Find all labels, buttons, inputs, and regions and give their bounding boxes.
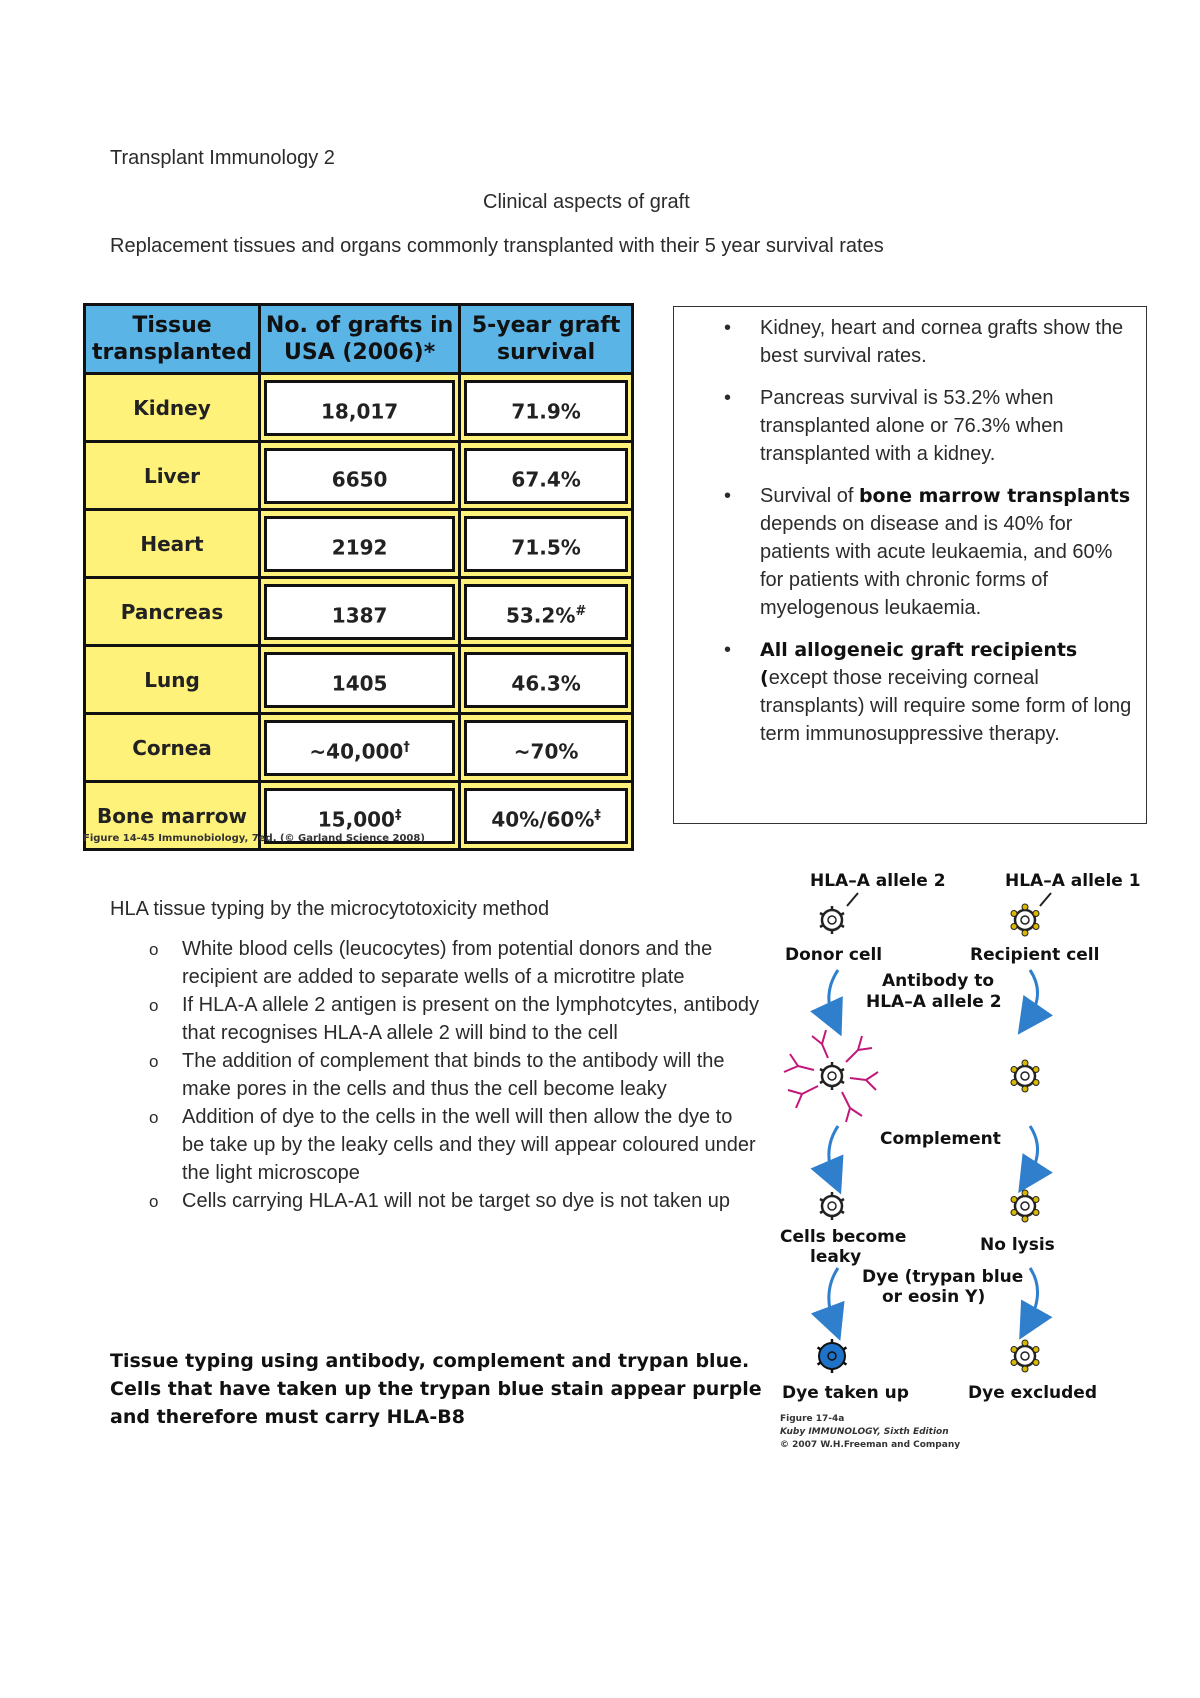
- column-header: Tissue transplanted: [85, 305, 260, 374]
- column-header: 5-year graft survival: [460, 305, 633, 374]
- table-header-row: [85, 305, 633, 374]
- survival-cell: [460, 374, 633, 442]
- bullet-icon: •: [724, 485, 732, 507]
- arrow-step2-donor: [829, 1126, 838, 1178]
- bullet-icon: •: [724, 317, 732, 339]
- grafts-box: [264, 380, 455, 436]
- hla-step-text: The addition of complement that binds to the antibody will the make pores in the cells and thus the cell become leaky: [182, 1050, 725, 1100]
- notes-list: [674, 314, 1146, 748]
- hla-step-text: Addition of dye to the cells in the well will then allow the dye to be take up by the leaky cells and they will appear coloured under the light microscope: [182, 1106, 756, 1184]
- dye-taken-cell-icon: [818, 1339, 847, 1373]
- grafts-cell: [260, 646, 460, 714]
- diagram-caption-line1: Figure 17-4a: [780, 1414, 845, 1424]
- note-text: bone marrow transplants: [858, 485, 1131, 507]
- table-row: [85, 714, 633, 782]
- note-text: All allogeneic graft recipients (: [760, 639, 1078, 689]
- grafts-value: ~40,000: [309, 739, 404, 764]
- grafts-cell: [260, 578, 460, 646]
- grafts-box: [264, 448, 455, 504]
- tissue-cell: [85, 578, 260, 646]
- donor-cell-icon: [820, 893, 858, 934]
- document-subtitle: Clinical aspects of graft: [483, 191, 690, 213]
- note-text: depends on disease and is 40% for patients with acute leukaemia, and 60% for patients with chronic forms of myelogenous leukaemia.: [760, 513, 1113, 619]
- donor-cell-label: Donor cell: [785, 945, 883, 965]
- antibody-label-line2: HLA–A allele 2: [866, 992, 1002, 1012]
- grafts-footnote-mark: ‡: [394, 807, 402, 823]
- antibody-bound-cell-icon: [784, 1030, 878, 1122]
- table-row: [85, 578, 633, 646]
- tissue-cell: [85, 510, 260, 578]
- tissue-cell: [85, 714, 260, 782]
- document-title: Transplant Immunology 2: [110, 147, 335, 169]
- note-item: [674, 636, 1132, 748]
- survival-value: 71.5%: [511, 535, 581, 560]
- circle-bullet-icon: o: [149, 1052, 159, 1071]
- grafts-value: 6650: [331, 467, 388, 492]
- recipient-cell-label: Recipient cell: [970, 945, 1100, 965]
- recipient-cell-step3-icon: [1011, 1190, 1039, 1222]
- grafts-value: 15,000: [317, 807, 395, 832]
- tissue-name: Liver: [143, 463, 201, 488]
- tissue-typing-conclusion: Tissue typing using antibody, complement and trypan blue. Cells that have taken up the trypan blue stain appear purple and therefore must carry HLA-B8: [110, 1350, 762, 1428]
- bullet-icon: •: [724, 639, 732, 661]
- column-header: No. of grafts in USA (2006)*: [260, 305, 460, 374]
- bullet-icon: •: [724, 387, 732, 409]
- hla-step-text: If HLA-A allele 2 antigen is present on the lymphotcytes, antibody that recognises HLA-A allele 2 will bind to the cell: [182, 994, 760, 1044]
- survival-box: [464, 516, 628, 572]
- survival-value: 67.4%: [511, 467, 581, 492]
- tissue-cell: [85, 374, 260, 442]
- leaky-label-line1: Cells become: [780, 1227, 907, 1247]
- survival-cell: [460, 782, 633, 850]
- survival-cell: [460, 442, 633, 510]
- dye-taken-label: Dye taken up: [782, 1383, 909, 1403]
- dye-label-line1: Dye (trypan blue: [862, 1267, 1024, 1287]
- survival-box: [464, 652, 628, 708]
- no-lysis-label: No lysis: [980, 1235, 1055, 1255]
- grafts-box: [264, 652, 455, 708]
- hla-step-text: White blood cells (leucocytes) from potential donors and the recipient are added to separate wells of a microtitre plate: [182, 938, 713, 988]
- survival-box: [464, 380, 628, 436]
- survival-cell: [460, 578, 633, 646]
- table-caption: Figure 14-45 Immunobiology, 7ed. (© Garland Science 2008): [83, 833, 425, 844]
- graft-survival-table: [83, 303, 634, 851]
- note-item: [674, 482, 1132, 622]
- survival-footnote-mark: #: [575, 603, 587, 619]
- tissue-name: Heart: [140, 531, 204, 556]
- note-item: [674, 384, 1132, 468]
- survival-box: [464, 788, 628, 844]
- survival-box: [464, 720, 628, 776]
- recipient-cell-step2-icon: [1011, 1060, 1039, 1092]
- survival-value: 40%/60%: [491, 807, 595, 832]
- survival-cell: [460, 714, 633, 782]
- circle-bullet-icon: o: [149, 1192, 159, 1211]
- note-text: Kidney, heart and cornea grafts show the best survival rates.: [760, 317, 1124, 367]
- note-item: [674, 314, 1132, 370]
- survival-value: 46.3%: [511, 671, 581, 696]
- grafts-footnote-mark: †: [403, 739, 410, 755]
- table-row: [85, 510, 633, 578]
- hla-step-item: [139, 1103, 759, 1187]
- diagram-caption-line2: Kuby IMMUNOLOGY, Sixth Edition: [780, 1427, 949, 1437]
- tissue-name: Pancreas: [120, 599, 224, 624]
- survival-value: 53.2%: [505, 603, 576, 628]
- grafts-cell: [260, 374, 460, 442]
- tissue-name: Kidney: [133, 395, 211, 420]
- note-text: Survival of: [760, 485, 859, 507]
- hla-step-text: Cells carrying HLA-A1 will not be target so dye is not taken up: [182, 1190, 731, 1212]
- survival-value: 71.9%: [511, 399, 581, 424]
- tissue-cell: [85, 646, 260, 714]
- recipient-cell-icon: [1011, 893, 1051, 936]
- grafts-value: 1405: [331, 671, 388, 696]
- grafts-cell: [260, 714, 460, 782]
- circle-bullet-icon: o: [149, 996, 159, 1015]
- hla-heading: HLA tissue typing by the microcytotoxicity method: [110, 898, 550, 920]
- circle-bullet-icon: o: [149, 940, 159, 959]
- hla-steps-list: [139, 935, 759, 1215]
- antibody-label-line1: Antibody to: [882, 971, 995, 991]
- hla-step-item: [139, 991, 759, 1047]
- grafts-cell: [260, 442, 460, 510]
- arrow-step2-recipient: [1028, 1126, 1038, 1178]
- hla-step-item: [139, 1047, 759, 1103]
- grafts-value: 2192: [331, 535, 388, 560]
- grafts-box: [264, 516, 455, 572]
- circle-bullet-icon: o: [149, 1108, 159, 1127]
- tissue-name: Bone marrow: [96, 803, 248, 828]
- table-row: [85, 646, 633, 714]
- table-row: [85, 374, 633, 442]
- complement-label: Complement: [880, 1129, 1001, 1149]
- note-text: Pancreas survival is 53.2% when transplanted alone or 76.3% when transplanted with a kidney.: [760, 387, 1064, 465]
- survival-cell: [460, 646, 633, 714]
- table-row: [85, 442, 633, 510]
- allele2-label: HLA–A allele 2: [810, 871, 946, 891]
- microcytotoxicity-diagram: [770, 864, 1150, 1454]
- grafts-box: [264, 720, 455, 776]
- survival-footnote-mark: ‡: [594, 807, 601, 823]
- arrow-step1-donor: [829, 970, 838, 1020]
- dye-excluded-cell-icon: [1011, 1340, 1039, 1372]
- survival-box: [464, 584, 628, 640]
- grafts-box: [264, 584, 455, 640]
- tissue-cell: [85, 442, 260, 510]
- note-text: except those receiving corneal transplants) will require some form of long term immunosuppressive therapy.: [760, 667, 1132, 745]
- dye-excluded-label: Dye excluded: [968, 1383, 1098, 1403]
- notes-box: [673, 306, 1147, 824]
- arrow-step3-recipient: [1028, 1268, 1038, 1324]
- hla-step-item: [139, 1187, 759, 1215]
- survival-box: [464, 448, 628, 504]
- tissue-name: Cornea: [132, 735, 212, 760]
- tissue-name: Lung: [144, 667, 200, 692]
- grafts-cell: [260, 510, 460, 578]
- hla-step-item: [139, 935, 759, 991]
- diagram-caption-line3: © 2007 W.H.Freeman and Company: [780, 1440, 961, 1450]
- leaky-label-line2: leaky: [810, 1247, 862, 1267]
- dye-label-line2: or eosin Y): [882, 1287, 986, 1307]
- intro-text: Replacement tissues and organs commonly transplanted with their 5 year survival rates: [110, 235, 884, 257]
- leaky-cell-icon: [820, 1192, 844, 1220]
- grafts-value: 18,017: [321, 399, 399, 424]
- arrow-step3-donor: [829, 1268, 838, 1324]
- arrow-step1-recipient: [1028, 970, 1038, 1020]
- survival-cell: [460, 510, 633, 578]
- grafts-value: 1387: [331, 603, 388, 628]
- survival-value: ~70%: [513, 739, 579, 764]
- allele1-label: HLA–A allele 1: [1005, 871, 1141, 891]
